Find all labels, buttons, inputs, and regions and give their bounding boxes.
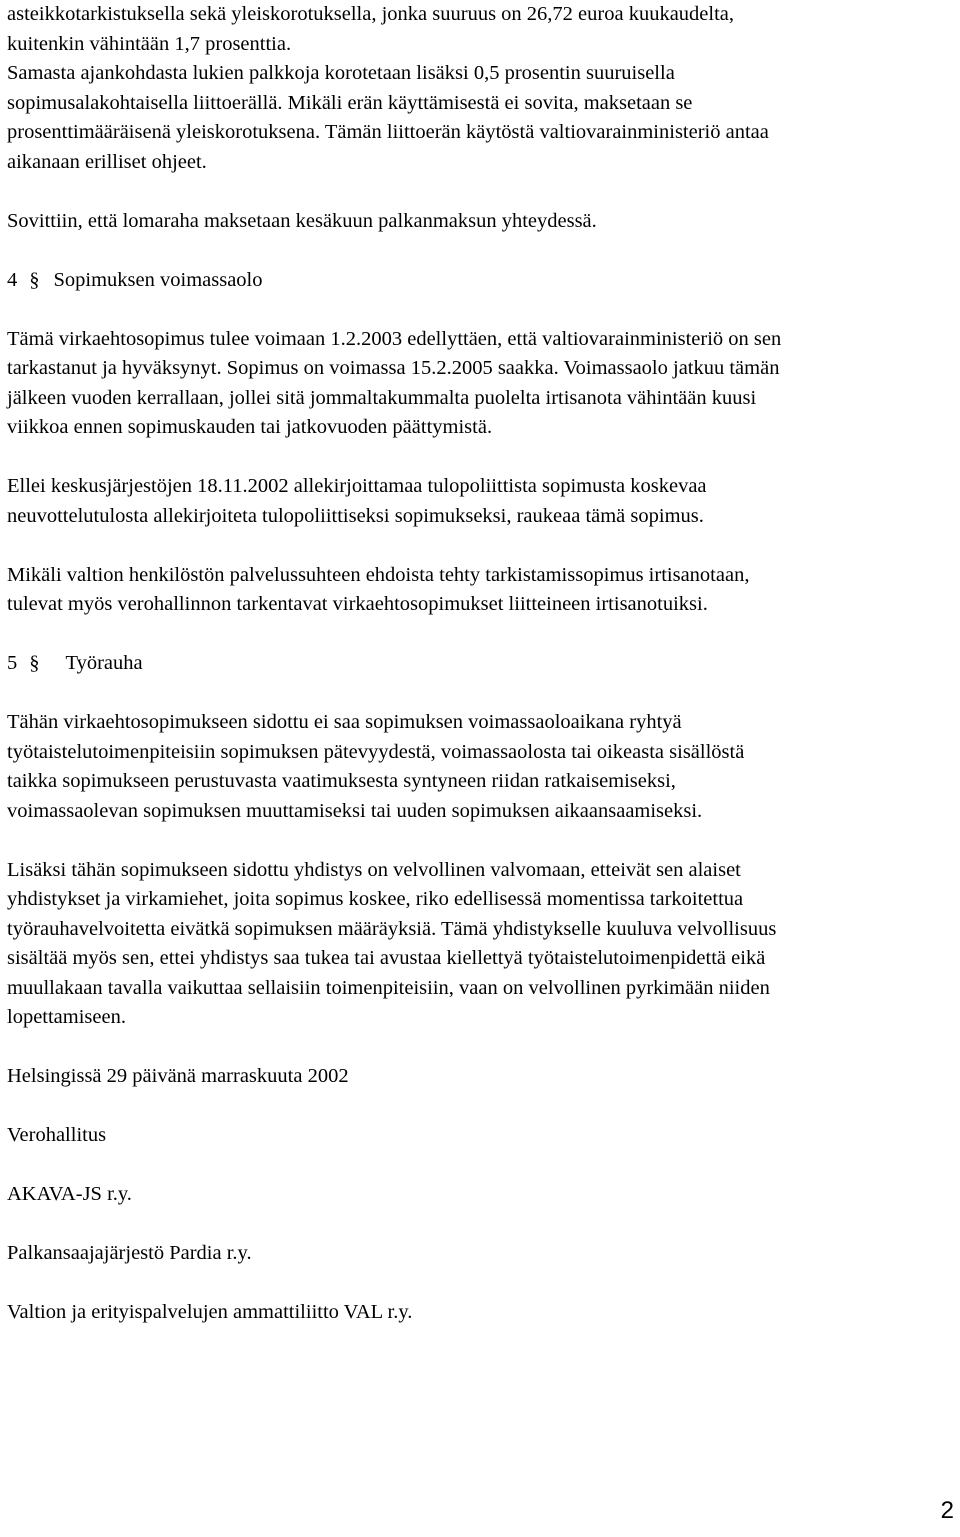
document-page <box>7 0 955 1328</box>
text-line: Samasta ajankohdasta lukien palkkoja korotetaan lisäksi 0,5 prosentin suuruisella <box>7 62 675 84</box>
signature-party: Valtion ja erityispalvelujen ammattiliitto VAL r.y. <box>7 1301 413 1323</box>
text-line: tarkastanut ja hyväksynyt. Sopimus on voimassa 15.2.2005 saakka. Voimassaolo jatkuu tämän <box>7 357 780 379</box>
text-line: työtaistelutoimenpiteisiin sopimuksen pätevyydestä, voimassaolosta tai oikeasta sisällöstä <box>7 740 745 763</box>
signature-party: AKAVA-JS r.y. <box>7 1183 132 1205</box>
paragraph-voimassaolo <box>7 325 955 443</box>
section-number: 4 <box>7 268 18 291</box>
text-line: Mikäli valtion henkilöstön palvelussuhteen ehdoista tehty tarkistamissopimus irtisanotaan, <box>7 563 750 586</box>
spacer <box>7 177 955 207</box>
text-line: tulevat myös verohallinnon tarkentavat virkaehtosopimukset liitteineen irtisanotuiksi. <box>7 593 708 615</box>
text-line: prosenttimääräisenä yleiskorotuksena. Tämän liittoerän käytöstä valtiovarainministeriö antaa <box>7 121 769 143</box>
text-line: jälkeen vuoden kerrallaan, jollei sitä jommaltakummalta puolelta irtisanota vähintään kuusi <box>7 386 757 409</box>
section-heading-5 <box>7 649 955 679</box>
spacer <box>7 295 955 325</box>
text-line: kuitenkin vähintään 1,7 prosenttia. <box>7 32 292 55</box>
text-line: sisältää myös sen, ettei yhdistys saa tukea tai avustaa kiellettyä työtaistelutoimenpidettä eikä <box>7 947 766 969</box>
text-line: yhdistykset ja virkamiehet, joita sopimus koskee, riko edellisessä momentissa tarkoitettua <box>7 888 744 910</box>
text-line: taikka sopimukseen perustuvasta vaatimuksesta syntyneen riidan ratkaisemiseksi, <box>7 770 676 792</box>
section-title: Sopimuksen voimassaolo <box>53 268 263 291</box>
paragraph-lisaksi <box>7 856 955 1033</box>
text-line: asteikkotarkistuksella sekä yleiskorotuksella, jonka suuruus on 26,72 euroa kuukaudelta, <box>7 3 735 25</box>
text-line: Sovittiin, että lomaraha maksetaan kesäkuun palkanmaksun yhteydessä. <box>7 209 597 232</box>
spacer <box>7 443 955 473</box>
section-symbol: § <box>29 652 40 674</box>
paragraph-tyorauha <box>7 708 955 826</box>
paragraph-lomaraha <box>7 207 955 237</box>
section-symbol: § <box>29 268 40 291</box>
text-line: sopimusalakohtaisella liittoerällä. Mikäli erän käyttämisestä ei sovita, maksetaan se <box>7 91 693 114</box>
text-line: Ellei keskusjärjestöjen 18.11.2002 allekirjoittamaa tulopoliittista sopimusta koskevaa <box>7 475 707 497</box>
section-title: Työrauha <box>65 652 143 674</box>
text-line: Tähän virkaehtosopimukseen sidottu ei saa sopimuksen voimassaoloaikana ryhtyä <box>7 711 682 733</box>
text-line: aikanaan erilliset ohjeet. <box>7 150 207 173</box>
text-line: Lisäksi tähän sopimukseen sidottu yhdistys on velvollinen valvomaan, etteivät sen alaiset <box>7 858 741 881</box>
section-heading-4 <box>7 266 955 296</box>
spacer <box>7 531 955 561</box>
page-number: 2 <box>940 1497 954 1524</box>
paragraph-intro <box>7 0 955 177</box>
text-line: työrauhavelvoitetta eivätkä sopimuksen määräyksiä. Tämä yhdistykselle kuuluva velvollisuus <box>7 917 777 940</box>
text-line: viikkoa ennen sopimuskauden tai jatkovuoden päättymistä. <box>7 416 493 438</box>
signature-party: Palkansaajajärjestö Pardia r.y. <box>7 1242 252 1264</box>
spacer <box>7 1033 955 1063</box>
text-line: voimassaolevan sopimuksen muuttamiseksi tai uuden sopimuksen aikaansaamiseksi. <box>7 799 703 822</box>
spacer <box>7 679 955 709</box>
spacer <box>7 1210 955 1240</box>
spacer <box>7 620 955 650</box>
spacer <box>7 1151 955 1181</box>
text-line: muullakaan tavalla vaikuttaa sellaisiin toimenpiteisiin, vaan on velvollinen pyrkimään niiden <box>7 976 770 999</box>
text-line: lopettamiseen. <box>7 1006 126 1028</box>
spacer <box>7 826 955 856</box>
spacer <box>7 236 955 266</box>
signature-place-date: Helsingissä 29 päivänä marraskuuta 2002 <box>7 1065 349 1087</box>
paragraph-ellei <box>7 472 955 531</box>
paragraph-mikali <box>7 561 955 620</box>
text-line: Tämä virkaehtosopimus tulee voimaan 1.2.2003 edellyttäen, että valtiovarainministeriö on sen <box>7 327 782 350</box>
spacer <box>7 1269 955 1299</box>
section-number: 5 <box>7 652 18 674</box>
signature-party: Verohallitus <box>7 1124 107 1146</box>
text-line: neuvottelutulosta allekirjoiteta tulopoliittiseksi sopimukseksi, raukeaa tämä sopimus. <box>7 504 704 527</box>
spacer <box>7 1092 955 1122</box>
